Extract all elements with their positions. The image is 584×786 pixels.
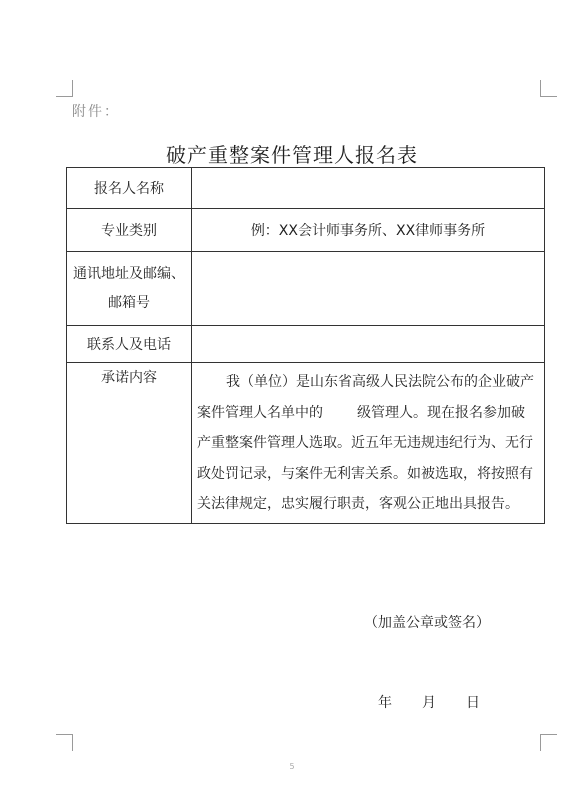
crop-mark-top-left [56,80,73,97]
contact-field[interactable] [192,326,545,363]
seal-note: （加盖公章或签名） [364,615,490,631]
category-example-field[interactable]: 例：XX会计师事务所、XX律师事务所 [192,209,545,252]
table-row-applicant-name [67,168,545,209]
date-month-label: 月 [422,695,436,711]
table-row-address [67,252,545,326]
page-title: 破产重整案件管理人报名表 [166,143,418,167]
address-field[interactable] [192,252,545,326]
category-label: 专业类别 [67,209,192,252]
table-row-category [67,209,545,252]
table-row-contact [67,326,545,363]
pledge-cell [192,363,545,524]
pledge-text-after-blank: 级管理人。现在报名参加破产重整案件管理人选取。近五年无违规违纪行为、无行政处罚记录，与案件无利害关系。如被选取，将按照有关法律规定，忠实履行职责，客观公正地出具报告。 [197,404,533,512]
date-year-label: 年 [378,695,392,711]
registration-form-table [66,167,545,524]
address-label-line2: 邮箱号 [108,294,150,311]
applicant-name-field[interactable] [192,168,545,209]
pledge-label: 承诺内容 [67,363,192,524]
date-line [378,692,480,712]
pledge-text-before-blank: 我（单位）是山东省高级人民法院公布的企业破产案件管理人名单中的 [197,374,534,421]
address-label-line1: 通讯地址及邮编、 [73,265,185,282]
address-label [67,252,192,326]
contact-label: 联系人及电话 [67,326,192,363]
attachment-label: 附件： [72,104,120,120]
crop-mark-top-right [540,80,557,97]
applicant-name-label: 报名人名称 [67,168,192,209]
table-row-pledge [67,363,545,524]
date-day-label: 日 [466,695,480,711]
crop-mark-bottom-left [56,734,73,751]
page-number: 5 [289,762,295,771]
pledge-text [192,363,544,520]
crop-mark-bottom-right [540,734,557,751]
